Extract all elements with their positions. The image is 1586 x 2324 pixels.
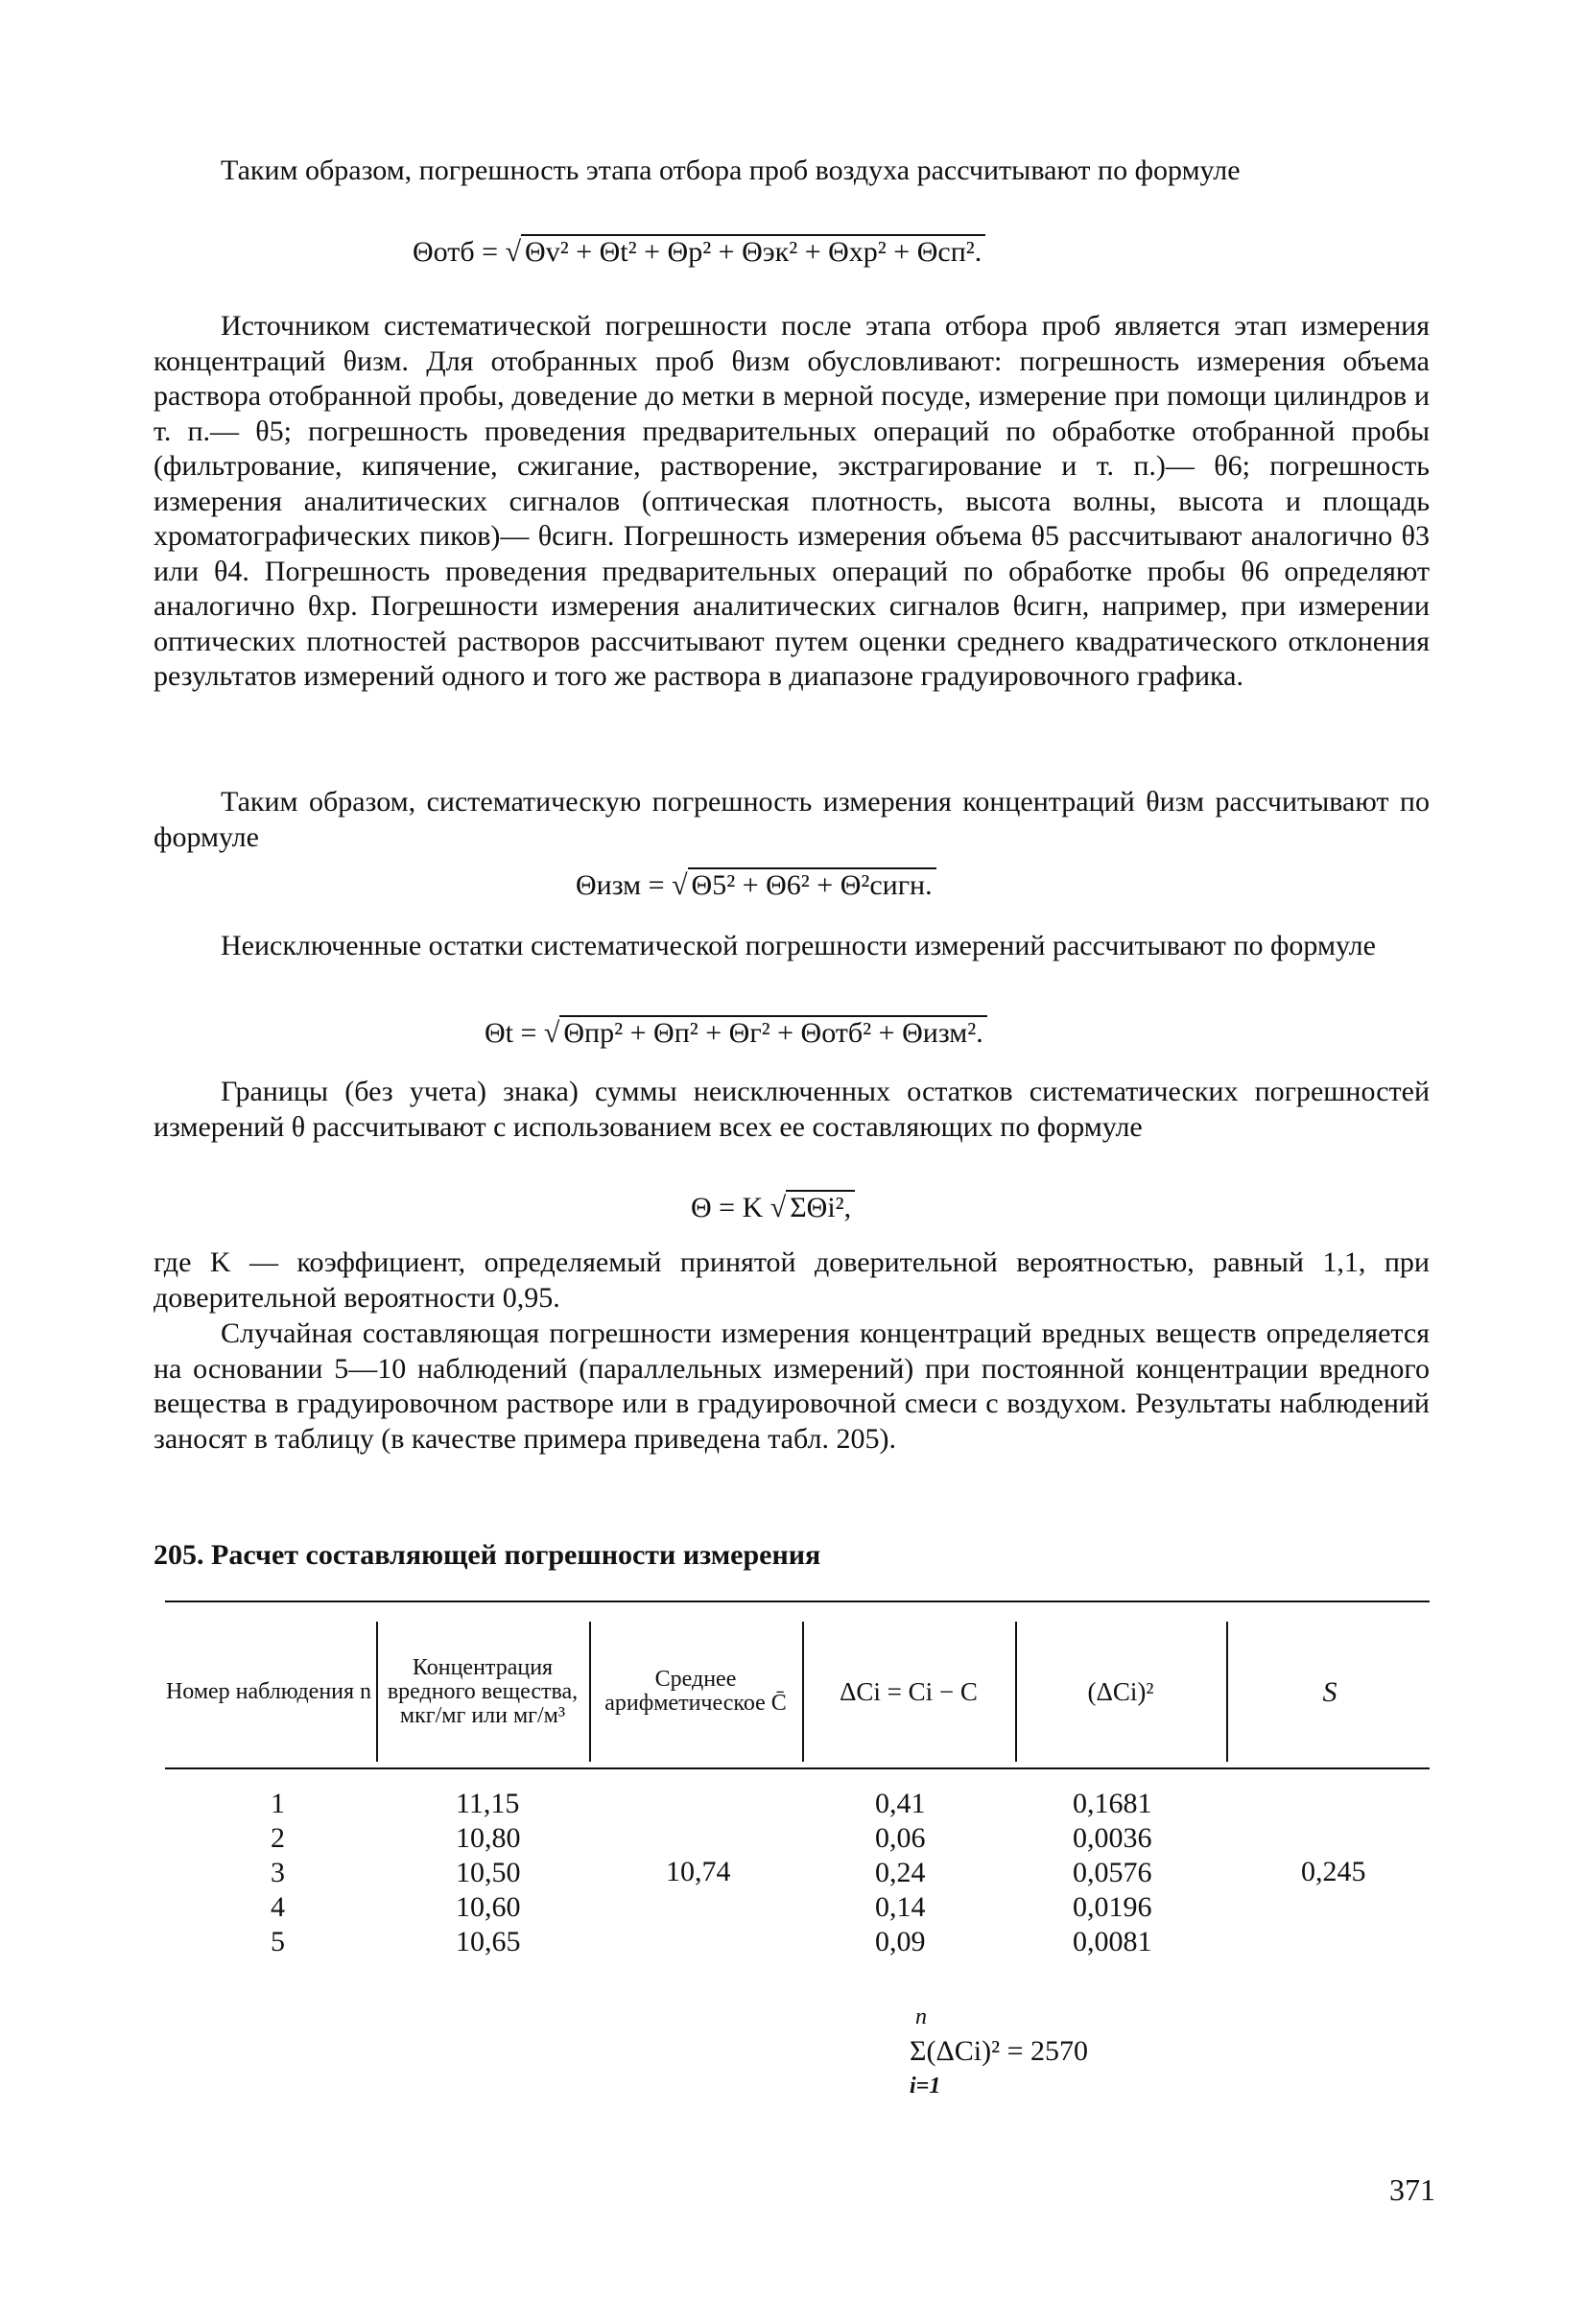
- column-divider: [1226, 1622, 1228, 1762]
- formula-radicand: Θпр² + Θп² + Θг² + Θотб² + Θизм².: [559, 1015, 986, 1049]
- table-cell: 3: [271, 1857, 285, 1888]
- sum-expression: [910, 2000, 1088, 2103]
- header-mean: Среднее арифметическое C̄: [604, 1667, 787, 1716]
- table-header-rule: [165, 1767, 1430, 1769]
- paragraph-5: Границы (без учета) знака) суммы неисключенных остатков систематических погрешностей измерений θ рассчитывают с использованием всех ее составляющих по формуле: [154, 1076, 1430, 1143]
- formula-lhs: Θотб =: [413, 236, 499, 268]
- formula-radicand: Θv² + Θt² + Θp² + Θэк² + Θхр² + Θсп².: [521, 234, 985, 268]
- table-cell: 10,80: [456, 1822, 521, 1854]
- table-cell: 0,24: [875, 1857, 926, 1888]
- table-caption: 205. Расчет составляющей погрешности измерения: [154, 1539, 821, 1571]
- table-cell: 0,0196: [1073, 1891, 1152, 1923]
- paragraph-7: Случайная составляющая погрешности измерения концентраций вредных веществ определяется на основании 5—10 наблюдений (параллельных измерений) при постоянной концентрации вредного вещества в градуировочном растворе или в градуировочной смеси с воздухом. Результаты наблюдений заносят в таблицу (в качестве примера приведена табл. 205).: [154, 1317, 1430, 1455]
- table-cell: 0,0576: [1073, 1857, 1152, 1888]
- mean-value: 10,74: [666, 1856, 731, 1887]
- table-cell: 0,09: [875, 1926, 926, 1957]
- paragraph-1: Таким образом, погрешность этапа отбора проб воздуха рассчитывают по формуле: [221, 154, 1241, 186]
- table-cell: 2: [271, 1822, 285, 1854]
- table-cell: 0,0036: [1073, 1822, 1152, 1854]
- s-value: 0,245: [1301, 1856, 1366, 1887]
- table-cell: 0,0081: [1073, 1926, 1152, 1957]
- sum-lower-limit: i=1: [910, 2074, 941, 2099]
- column-delta-squared: [1073, 1787, 1152, 1959]
- header-delta: ΔCi = Ci − C: [840, 1676, 978, 1706]
- table-cell: 10,50: [456, 1857, 521, 1888]
- table-cell: 0,06: [875, 1822, 926, 1854]
- formula-theta-otb: Θотб = √ Θv² + Θt² + Θp² + Θэк² + Θхр² + Θсп².: [413, 234, 985, 271]
- formula-theta-t: Θt = √ Θпр² + Θп² + Θг² + Θотб² + Θизм².: [485, 1015, 987, 1052]
- sum-formula: Σ(ΔCi)² = 2570: [910, 2035, 1088, 2067]
- header-observation-number: Номер наблюдения n: [165, 1678, 372, 1704]
- table-cell: 1: [271, 1788, 285, 1819]
- column-concentration: [456, 1787, 521, 1959]
- page-number: 371: [1389, 2172, 1435, 2207]
- header-delta-squared: (ΔCi)²: [1087, 1676, 1154, 1706]
- table-top-rule: [165, 1601, 1430, 1602]
- column-n: [271, 1787, 285, 1959]
- column-divider: [376, 1622, 378, 1762]
- column-divider: [1015, 1622, 1017, 1762]
- paragraph-2: Источником систематической погрешности после этапа отбора проб является этап измерения концентраций θизм. Для отобранных проб θизм обусловливают: погрешность измерения объема раствора отобранной пробы, доведение до метки в мерной посуде, измерение при помощи цилиндров и т. п.— θ5; погрешность проведения предварительных операций по обработке отобранной пробы (фильтрование, кипячение, сжигание, растворение, экстрагирование и т. п.)— θ6; погрешность измерения аналитических сигналов (оптическая плотность, высота волны, высота и площадь хроматографических пиков)— θсигн. Погрешность измерения объема θ5 рассчитывают аналогично θ3 или θ4. Погрешность проведения предварительных операций по обработке пробы θ6 определяют аналогично θхр. Погрешности измерения аналитических сигналов θсигн, например, при измерении оптических плотностей растворов рассчитывают путем оценки среднего квадратического отклонения результатов измерений одного и того же раствора в диапазоне градуировочного графика.: [154, 310, 1430, 692]
- formula-theta-izm: Θизм = √ Θ5² + Θ6² + Θ²сигн.: [576, 867, 936, 904]
- table-cell: 0,1681: [1073, 1788, 1152, 1819]
- table-cell: 11,15: [456, 1788, 520, 1819]
- header-s: S: [1322, 1675, 1337, 1708]
- formula-radicand: ΣΘi²,: [786, 1190, 855, 1223]
- table-cell: 10,60: [456, 1891, 521, 1923]
- table-cell: 5: [271, 1926, 285, 1957]
- table-cell: 4: [271, 1891, 285, 1923]
- header-concentration: Концентрация вредного вещества, мкг/мг или мг/м³: [387, 1654, 579, 1728]
- formula-lhs: Θ = K: [691, 1192, 764, 1223]
- table-cell: 0,41: [875, 1788, 926, 1819]
- formula-lhs: Θt =: [485, 1017, 537, 1049]
- paragraph-4: Неисключенные остатки систематической погрешности измерений рассчитывают по формуле: [221, 930, 1376, 961]
- column-divider: [802, 1622, 804, 1762]
- formula-radicand: Θ5² + Θ6² + Θ²сигн.: [688, 867, 936, 901]
- paragraph-3: Таким образом, систематическую погрешность измерения концентраций θизм рассчитывают по формуле: [154, 786, 1430, 853]
- column-delta: [875, 1787, 926, 1959]
- sum-upper-limit: n: [915, 2004, 927, 2029]
- column-divider: [589, 1622, 591, 1762]
- table-cell: 0,14: [875, 1891, 926, 1923]
- formula-lhs: Θизм =: [576, 869, 665, 901]
- paragraph-6: где K — коэффициент, определяемый принятой доверительной вероятностью, равный 1,1, при доверительной вероятности 0,95.: [154, 1246, 1430, 1314]
- formula-theta-sum: Θ = K √ ΣΘi²,: [691, 1190, 855, 1226]
- table-cell: 10,65: [456, 1926, 521, 1957]
